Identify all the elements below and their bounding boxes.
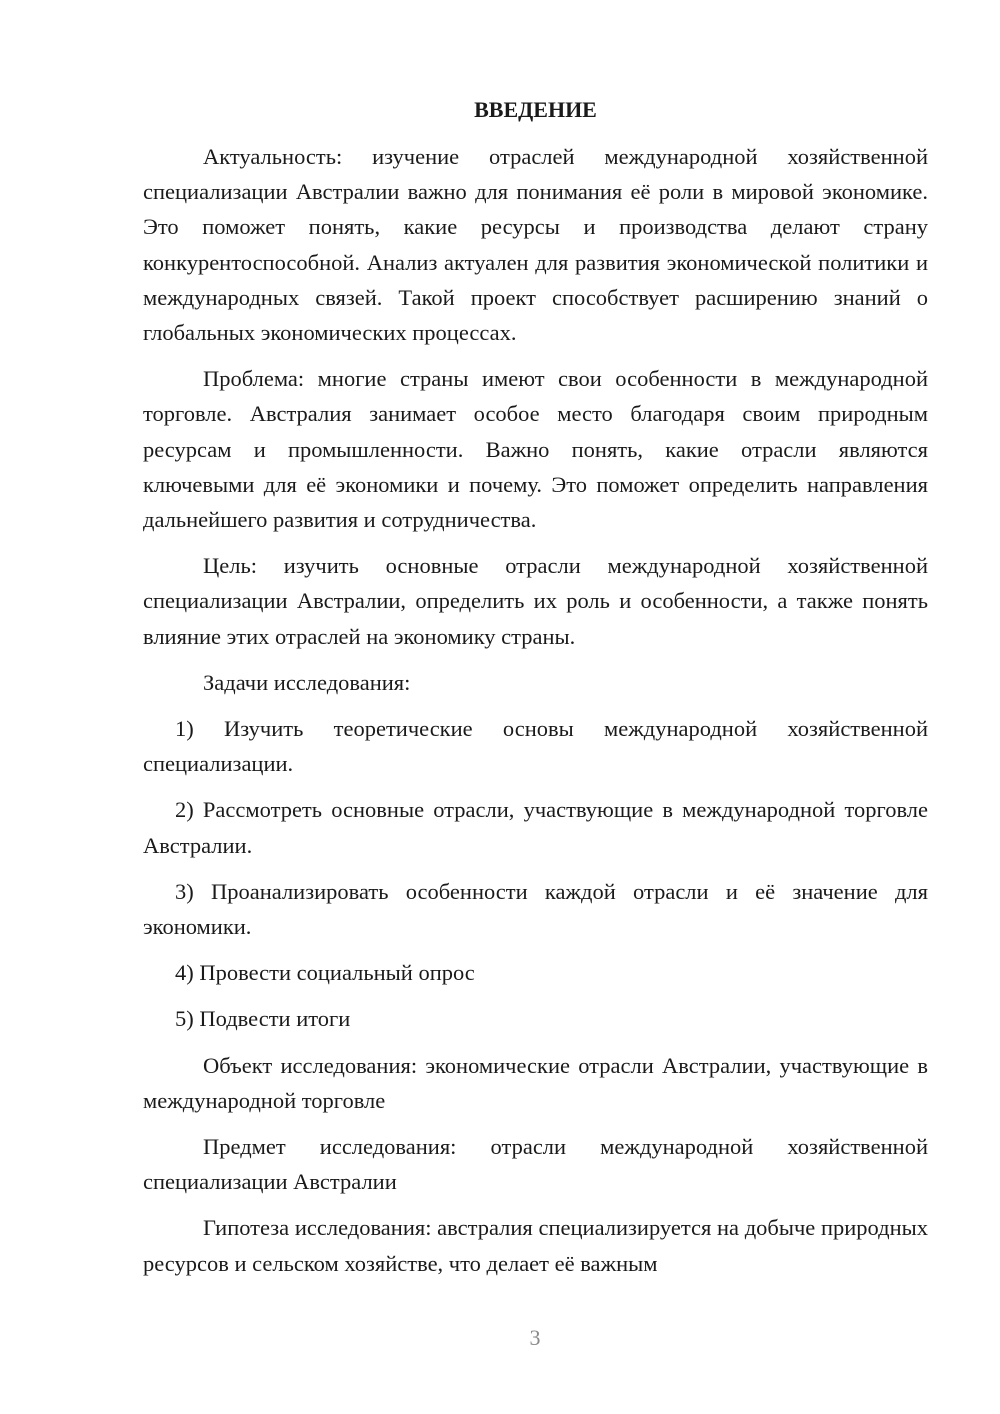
page-number: 3 [529,1325,541,1350]
paragraph-hypothesis: Гипотеза исследования: австралия специализируется на добыче природных ресурсов и сельском хозяйстве, что делает её важным [143,1215,928,1276]
paragraph-relevance: Актуальность: изучение отраслей международной хозяйственной специализации Австралии важно для понимания её роли в мировой экономике. Это поможет понять, какие ресурсы и производства делают страну конкурентоспособной. Анализ актуален для развития экономической политики и международных связей. Такой проект способствует расширению знаний о глобальных экономических процессах. [143,144,928,346]
paragraph-problem: Проблема: многие страны имеют свои особенности в международной торговле. Австралия занимает особое место благодаря своим природным ресурсам и промышленности. Важно понять, какие отрасли являются ключевыми для её экономики и почему. Это поможет определить направления дальнейшего развития и сотрудничества. [143,366,928,533]
paragraph-subject: Предмет исследования: отрасли международной хозяйственной специализации Австралии [143,1134,928,1195]
document-page [143,92,928,1292]
section-title: ВВЕДЕНИЕ [474,97,597,122]
task-item-1: 1) Изучить теоретические основы международной хозяйственной специализации. [143,716,928,777]
task-item-4: 4) Провести социальный опрос [175,960,475,986]
paragraph-tasks-heading: Задачи исследования: [203,669,411,695]
task-item-5: 5) Подвести итоги [175,1006,351,1032]
task-item-2: 2) Рассмотреть основные отрасли, участвующие в международной торговле Австралии. [143,797,928,858]
paragraph-object: Объект исследования: экономические отрасли Австралии, участвующие в международной торговле [143,1052,928,1113]
paragraph-goal: Цель: изучить основные отрасли международной хозяйственной специализации Австралии, определить их роль и особенности, а также понять влияние этих отраслей на экономику страны. [143,553,928,649]
task-item-3: 3) Проанализировать особенности каждой отрасли и её значение для экономики. [143,878,928,940]
